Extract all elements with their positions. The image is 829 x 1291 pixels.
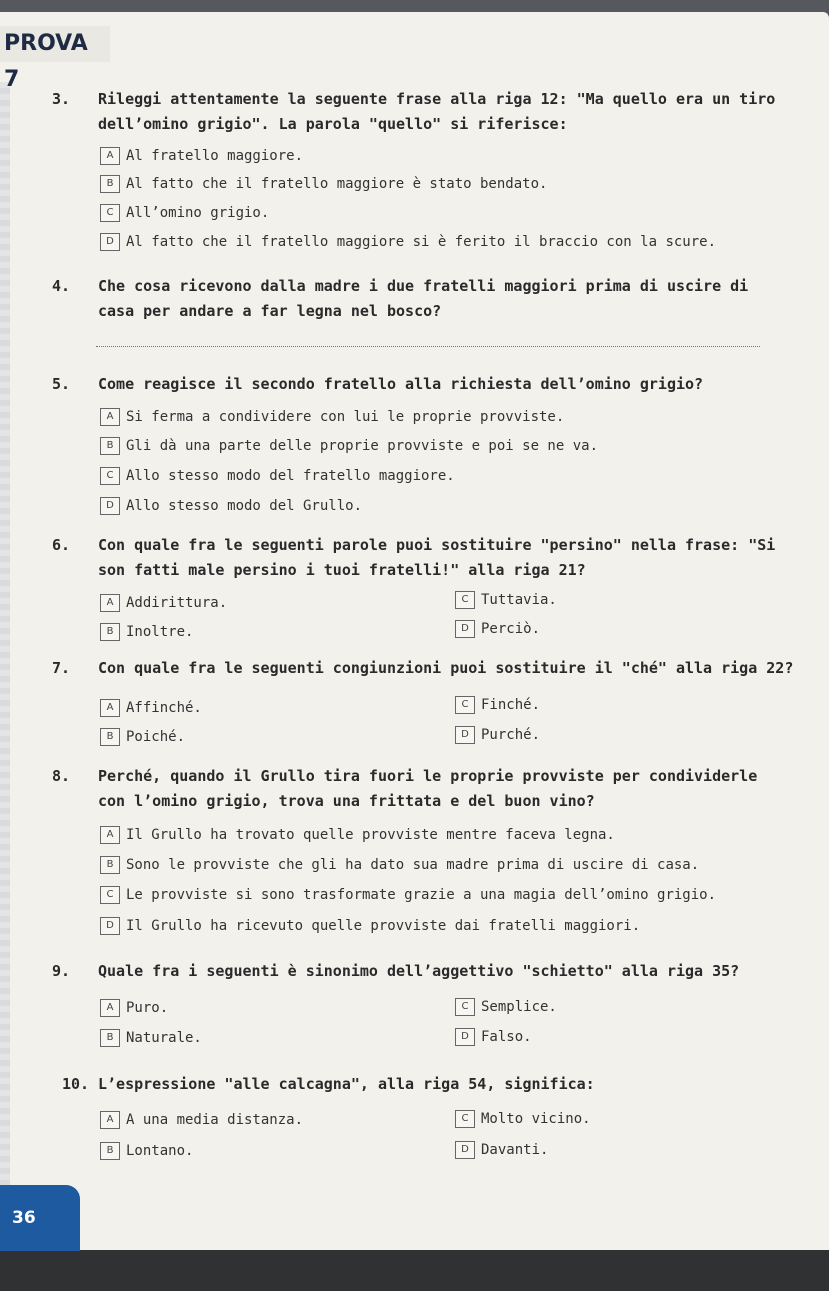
- option-letter-box[interactable]: D: [455, 620, 475, 638]
- option-letter-box[interactable]: C: [455, 696, 475, 714]
- option-letter-box[interactable]: C: [455, 591, 475, 609]
- option-text: Addirittura.: [126, 595, 228, 611]
- option-letter-box[interactable]: D: [455, 1028, 475, 1046]
- question-number: 5.: [52, 375, 71, 393]
- question-number: 10.: [62, 1075, 90, 1093]
- option-letter-box[interactable]: A: [100, 999, 120, 1017]
- option-text: All’omino grigio.: [126, 205, 270, 221]
- question-number: 4.: [52, 277, 71, 295]
- option-letter-box[interactable]: B: [100, 1142, 120, 1160]
- question-text-line: Con quale fra le seguenti congiunzioni puoi sostituire il "ché" alla riga 22?: [98, 659, 794, 677]
- option-letter-box[interactable]: D: [100, 917, 120, 935]
- question-text-line: dell’omino grigio". La parola "quello" si riferisce:: [98, 115, 568, 133]
- option-text: Falso.: [481, 1029, 532, 1045]
- q7-option-a[interactable]: [100, 698, 202, 718]
- option-text: Gli dà una parte delle proprie provviste e poi se ne va.: [126, 438, 599, 454]
- q3-option-c[interactable]: [100, 203, 269, 223]
- option-text: Tuttavia.: [481, 592, 557, 608]
- question-4: [52, 274, 772, 324]
- option-text: Al fratello maggiore.: [126, 148, 304, 164]
- q10-option-b[interactable]: [100, 1141, 193, 1161]
- question-text-line: con l’omino grigio, trova una frittata e del buon vino?: [98, 792, 595, 810]
- question-7: [52, 656, 794, 681]
- option-letter-box[interactable]: B: [100, 728, 120, 746]
- option-text: Il Grullo ha trovato quelle provviste mentre faceva legna.: [126, 827, 615, 843]
- option-letter-box[interactable]: B: [100, 856, 120, 874]
- option-text: Semplice.: [481, 999, 557, 1015]
- option-text: Allo stesso modo del Grullo.: [126, 498, 363, 514]
- option-text: Al fatto che il fratello maggiore è stato bendato.: [126, 176, 548, 192]
- option-text: Naturale.: [126, 1030, 202, 1046]
- q8-option-a[interactable]: [100, 825, 615, 845]
- question-6: [52, 533, 776, 583]
- option-text: Sono le provviste che gli ha dato sua madre prima di uscire di casa.: [126, 857, 700, 873]
- option-text: Allo stesso modo del fratello maggiore.: [126, 468, 455, 484]
- q7-option-d[interactable]: [455, 725, 540, 745]
- option-letter-box[interactable]: C: [100, 886, 120, 904]
- option-text: Perciò.: [481, 621, 541, 637]
- option-letter-box[interactable]: B: [100, 175, 120, 193]
- q7-option-b[interactable]: [100, 727, 185, 747]
- question-8: [52, 764, 772, 814]
- question-number: 9.: [52, 962, 71, 980]
- q10-option-c[interactable]: [455, 1109, 591, 1129]
- q5-option-b[interactable]: [100, 436, 598, 456]
- page-title: PROVA 7: [0, 26, 110, 62]
- q8-option-c[interactable]: [100, 885, 716, 905]
- q10-option-d[interactable]: [455, 1140, 548, 1160]
- option-letter-box[interactable]: A: [100, 147, 120, 165]
- option-text: Lontano.: [126, 1143, 194, 1159]
- question-text-line: L’espressione "alle calcagna", alla riga 54, significa:: [98, 1075, 595, 1093]
- q7-option-c[interactable]: [455, 695, 540, 715]
- option-text: Puro.: [126, 1000, 169, 1016]
- q3-option-b[interactable]: [100, 174, 547, 194]
- question-text-line: Con quale fra le seguenti parole puoi sostituire "persino" nella frase: "Si: [98, 536, 776, 554]
- option-letter-box[interactable]: C: [100, 204, 120, 222]
- option-letter-box[interactable]: A: [100, 826, 120, 844]
- q6-option-a[interactable]: [100, 593, 227, 613]
- question-9: [52, 959, 772, 984]
- option-text: Il Grullo ha ricevuto quelle provviste dai fratelli maggiori.: [126, 918, 641, 934]
- q3-option-a[interactable]: [100, 146, 303, 166]
- q8-option-d[interactable]: [100, 916, 640, 936]
- option-letter-box[interactable]: B: [100, 1029, 120, 1047]
- option-letter-box[interactable]: A: [100, 1111, 120, 1129]
- question-number: 6.: [52, 536, 71, 554]
- q6-option-c[interactable]: [455, 590, 557, 610]
- question-text-line: son fatti male persino i tuoi fratelli!" alla riga 21?: [98, 561, 586, 579]
- q5-option-d[interactable]: [100, 496, 362, 516]
- photo-background-bottom: [0, 1250, 829, 1291]
- question-text-line: Che cosa ricevono dalla madre i due fratelli maggiori prima di uscire di: [98, 277, 749, 295]
- question-text-line: Rileggi attentamente la seguente frase alla riga 12: "Ma quello era un tiro: [98, 90, 776, 108]
- option-letter-box[interactable]: B: [100, 437, 120, 455]
- option-letter-box[interactable]: D: [100, 233, 120, 251]
- question-5: [52, 372, 772, 397]
- q8-option-b[interactable]: [100, 855, 699, 875]
- question-10: [62, 1072, 782, 1097]
- q5-option-c[interactable]: [100, 466, 455, 486]
- question-text-line: Perché, quando il Grullo tira fuori le proprie provviste per condividerle: [98, 767, 758, 785]
- q6-option-b[interactable]: [100, 622, 193, 642]
- q9-option-b[interactable]: [100, 1028, 202, 1048]
- option-letter-box[interactable]: D: [455, 726, 475, 744]
- q5-option-a[interactable]: [100, 407, 564, 427]
- question-text-line: Quale fra i seguenti è sinonimo dell’aggettivo "schietto" alla riga 35?: [98, 962, 740, 980]
- q6-option-d[interactable]: [455, 619, 540, 639]
- option-text: A una media distanza.: [126, 1112, 304, 1128]
- option-letter-box[interactable]: B: [100, 623, 120, 641]
- q9-option-d[interactable]: [455, 1027, 532, 1047]
- page-number: 36: [0, 1185, 80, 1251]
- option-text: Finché.: [481, 697, 541, 713]
- option-letter-box[interactable]: D: [100, 497, 120, 515]
- q10-option-a[interactable]: [100, 1110, 303, 1130]
- option-text: Davanti.: [481, 1142, 549, 1158]
- option-text: Le provviste si sono trasformate grazie a una magia dell’omino grigio.: [126, 887, 717, 903]
- question-text-line: casa per andare a far legna nel bosco?: [98, 302, 442, 320]
- option-letter-box[interactable]: C: [455, 998, 475, 1016]
- option-text: Affinché.: [126, 700, 202, 716]
- answer-line[interactable]: [96, 346, 760, 347]
- option-text: Purché.: [481, 727, 541, 743]
- question-number: 3.: [52, 90, 71, 108]
- option-letter-box[interactable]: A: [100, 699, 120, 717]
- q9-option-a[interactable]: [100, 998, 168, 1018]
- option-letter-box[interactable]: C: [455, 1110, 475, 1128]
- option-text: Inoltre.: [126, 624, 194, 640]
- option-text: Molto vicino.: [481, 1111, 591, 1127]
- option-text: Al fatto che il fratello maggiore si è ferito il braccio con la scure.: [126, 234, 717, 250]
- option-letter-box[interactable]: A: [100, 408, 120, 426]
- question-3: [52, 87, 776, 137]
- option-text: Poiché.: [126, 729, 186, 745]
- q3-option-d[interactable]: [100, 232, 716, 252]
- option-letter-box[interactable]: A: [100, 594, 120, 612]
- option-letter-box[interactable]: C: [100, 467, 120, 485]
- page-edge-decoration: [0, 82, 10, 1252]
- option-letter-box[interactable]: D: [455, 1141, 475, 1159]
- option-text: Si ferma a condividere con lui le proprie provviste.: [126, 409, 565, 425]
- q9-option-c[interactable]: [455, 997, 557, 1017]
- question-number: 7.: [52, 659, 71, 677]
- question-number: 8.: [52, 767, 71, 785]
- question-text-line: Come reagisce il secondo fratello alla richiesta dell’omino grigio?: [98, 375, 704, 393]
